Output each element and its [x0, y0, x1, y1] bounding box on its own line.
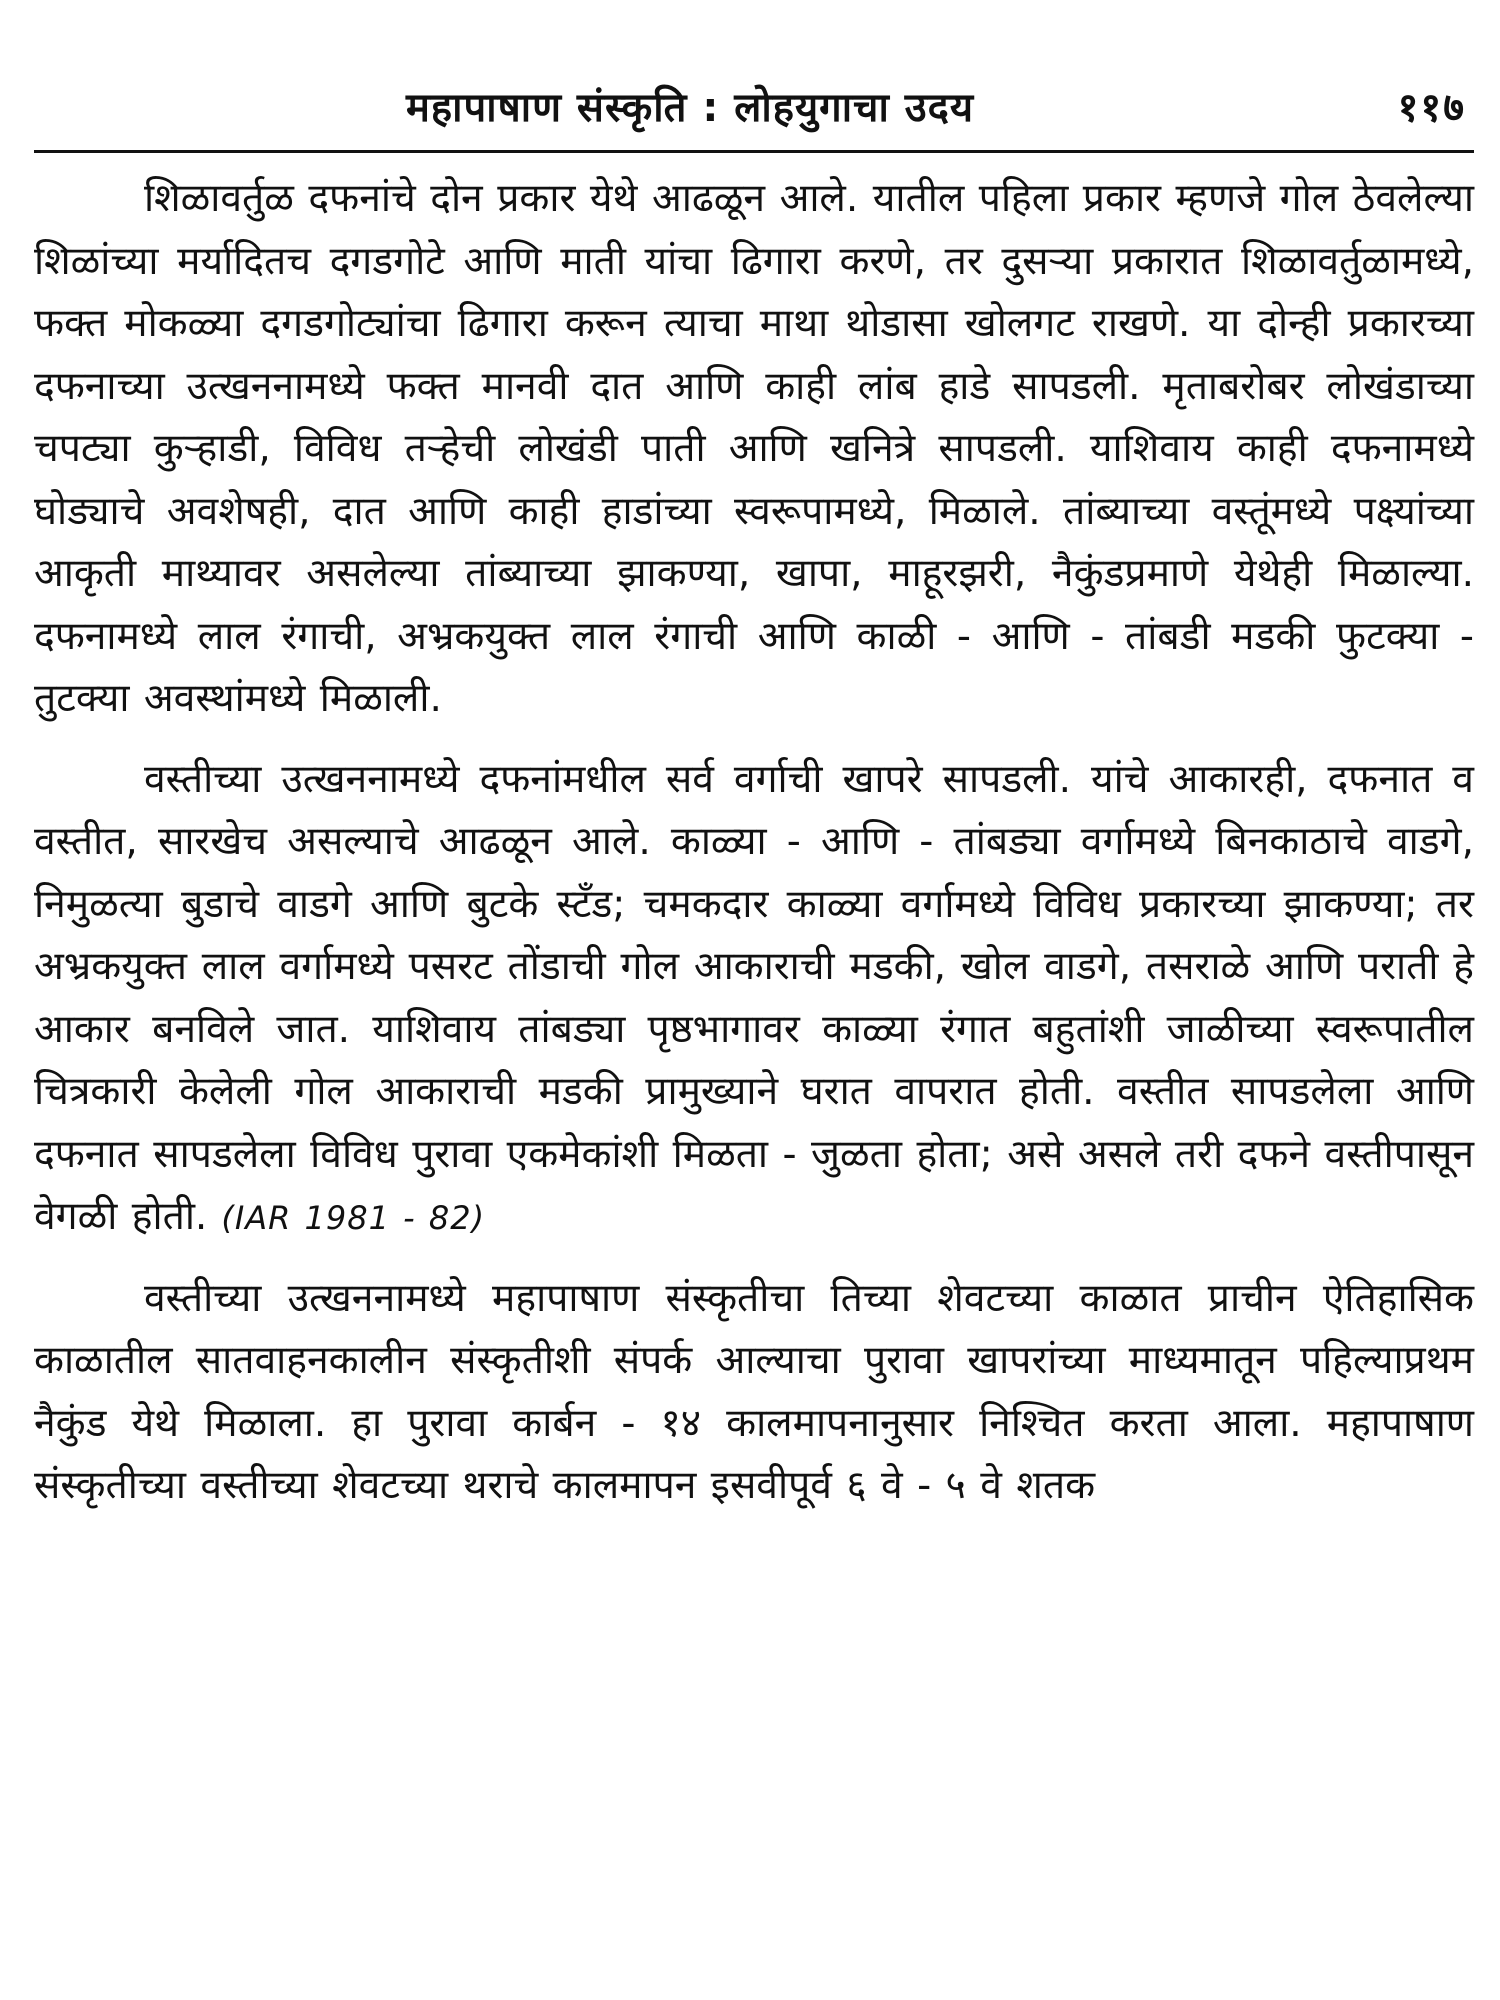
- book-page: [34, 58, 1474, 1958]
- paragraph-3-text: वस्तीच्या उत्खननामध्ये महापाषाण संस्कृतीचा तिच्या शेवटच्या काळात प्राचीन ऐतिहासिक काळातील सातवाहनकालीन संस्कृतीशी संपर्क आल्याचा पुरावा खापरांच्या माध्यमातून पहिल्याप्रथम नैकुंड येथे मिळाला. हा पुरावा कार्बन - १४ कालमापनानुसार निश्चित करता आला. महापाषाण संस्कृतीच्या वस्तीच्या शेवटच्या थराचे कालमापन इसवीपूर्व ६ वे - ५ वे शतक: [34, 1275, 1474, 1508]
- paragraph-1: [34, 168, 1474, 731]
- running-title: महापाषाण संस्कृति : लोहयुगाचा उदय: [406, 85, 975, 131]
- page-number: ११७: [1397, 85, 1466, 131]
- citation: (IAR 1981 - 82): [221, 1199, 486, 1237]
- paragraph-2-text: वस्तीच्या उत्खननामध्ये दफनांमधील सर्व वर्गाची खापरे सापडली. यांचे आकारही, दफनात व वस्तीत, सारखेच असल्याचे आढळून आले. काळ्या - आणि - तांबड्या वर्गामध्ये बिनकाठाचे वाडगे, निमुळत्या बुडाचे वाडगे आणि बुटके स्टँड; चमकदार काळ्या वर्गामध्ये विविध प्रकारच्या झाकण्या; तर अभ्रकयुक्त लाल वर्गामध्ये पसरट तोंडाची गोल आकाराची मडकी, खोल वाडगे, तसराळे आणि पराती हे आकार बनविले जात. याशिवाय तांबड्या पृष्ठभागावर काळ्या रंगात बहुतांशी जाळीच्या स्वरूपातील चित्रकारी केलेली गोल आकाराची मडकी प्रामुख्याने घरात वापरात होती. वस्तीत सापडलेला आणि दफनात सापडलेला विविध पुरावा एकमेकांशी मिळता - जुळता होता; असे असले तरी दफने वस्तीपासून वेगळी होती.: [34, 756, 1474, 1239]
- paragraph-3: [34, 1268, 1474, 1518]
- paragraph-2: [34, 749, 1474, 1250]
- page-header: [34, 58, 1474, 153]
- body-text: [34, 168, 1474, 1518]
- paragraph-1-text: शिळावर्तुळ दफनांचे दोन प्रकार येथे आढळून आले. यातील पहिला प्रकार म्हणजे गोल ठेवलेल्या शिळांच्या मर्यादितच दगडगोटे आणि माती यांचा ढिगारा करणे, तर दुसऱ्या प्रकारात शिळावर्तुळामध्ये, फक्त मोकळ्या दगडगोट्यांचा ढिगारा करून त्याचा माथा थोडासा खोलगट राखणे. या दोन्ही प्रकारच्या दफनाच्या उत्खननामध्ये फक्त मानवी दात आणि काही लांब हाडे सापडली. मृताबरोबर लोखंडाच्या चपट्या कुऱ्हाडी, विविध तऱ्हेची लोखंडी पाती आणि खनित्रे सापडली. याशिवाय काही दफनामध्ये घोड्याचे अवशेषही, दात आणि काही हाडांच्या स्वरूपामध्ये, मिळाले. तांब्याच्या वस्तूंमध्ये पक्ष्यांच्या आकृती माथ्यावर असलेल्या तांब्याच्या झाकण्या, खापा, माहूरझरी, नैकुंडप्रमाणे येथेही मिळाल्या. दफनामध्ये लाल रंगाची, अभ्रकयुक्त लाल रंगाची आणि काळी - आणि - तांबडी मडकी फुटक्या - तुटक्या अवस्थांमध्ये मिळाली.: [34, 176, 1474, 721]
